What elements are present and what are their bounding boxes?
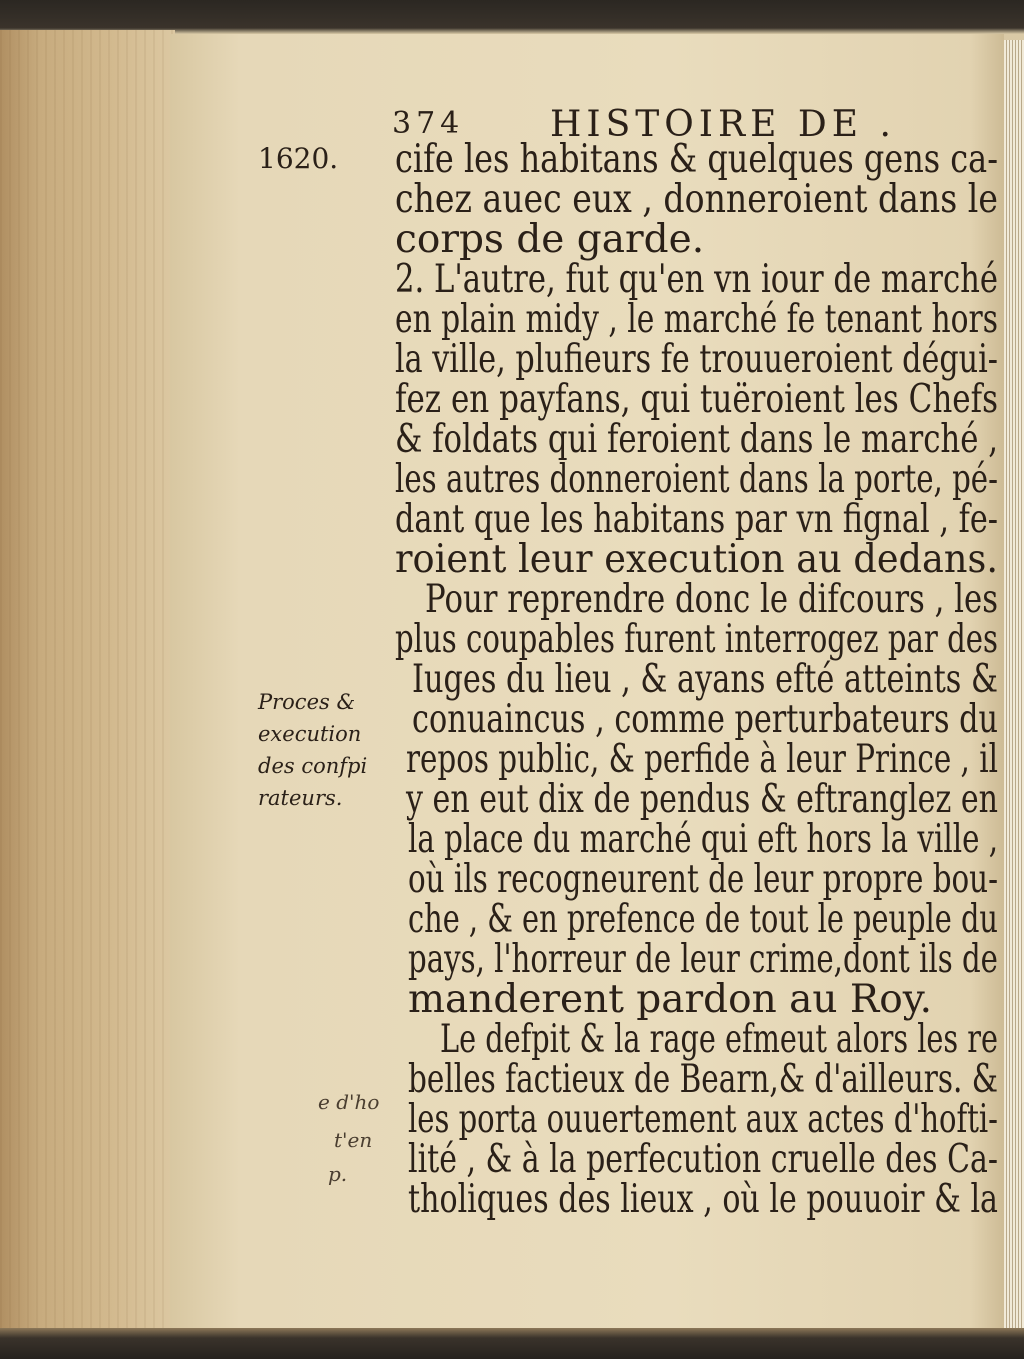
edge-fragment: t'en bbox=[334, 1128, 373, 1152]
body-line: 2. L'autre, fut qu'en vn iour de marché bbox=[395, 257, 999, 302]
body-line: tholiques des lieux , où le pouuoir & la bbox=[408, 1177, 999, 1222]
body-line: pays, l'horreur de leur crime,dont ils de bbox=[408, 937, 998, 982]
body-line: belles factieux de Bearn,& d'ailleurs. & bbox=[408, 1057, 998, 1102]
body-line: lité , & à la perfecution cruelle des Ca- bbox=[408, 1137, 998, 1182]
body-line: où ils recogneurent de leur propre bou- bbox=[408, 857, 999, 902]
body-line: plus coupables furent interrogez par des bbox=[395, 617, 998, 662]
scan-bottom-edge bbox=[0, 1328, 1024, 1359]
body-line: en plain midy , le marché fe tenant hors bbox=[395, 297, 999, 342]
body-line: repos public, & perfide à leur Prince , il bbox=[406, 737, 998, 782]
body-line: chez auec eux , donneroient dans le bbox=[395, 177, 998, 222]
body-line: la place du marché qui eft hors la ville , bbox=[408, 817, 999, 862]
body-line: conuaincus , comme perturbateurs du bbox=[412, 697, 999, 742]
year-marginal-note: 1620. bbox=[258, 142, 339, 175]
body-line: les porta ouuertement aux actes d'hofti- bbox=[408, 1097, 998, 1142]
margin-note-line: rateurs. bbox=[258, 786, 343, 810]
edge-fragment: p. bbox=[328, 1162, 348, 1186]
margin-note-line: execution bbox=[258, 722, 362, 746]
margin-note-line: Proces & bbox=[258, 690, 356, 714]
edge-fragment: e d'ho bbox=[318, 1090, 380, 1114]
body-line: che , & en prefence de tout le peuple du bbox=[408, 897, 999, 942]
body-line: y en eut dix de pendus & eftranglez en bbox=[406, 777, 998, 822]
running-title: HISTOIRE DE . bbox=[550, 104, 896, 145]
body-line: Le defpit & la rage efmeut alors les re bbox=[440, 1017, 999, 1062]
body-line: corps de garde. bbox=[395, 217, 705, 262]
page-edges bbox=[1004, 40, 1024, 1330]
body-line: les autres donneroient dans la porte, pé- bbox=[395, 457, 998, 502]
page-number: 374 bbox=[392, 106, 465, 141]
body-line: Pour reprendre donc le difcours , les bbox=[425, 577, 998, 622]
body-line: Iuges du lieu , & ayans efté atteints & bbox=[412, 657, 999, 702]
body-line: roient leur execution au dedans. bbox=[395, 537, 998, 582]
body-line: & foldats qui feroient dans le marché , bbox=[395, 417, 998, 462]
body-line: la ville, plufieurs fe trouueroient dégui- bbox=[395, 337, 998, 382]
book-binding-gutter bbox=[0, 30, 175, 1330]
body-line: manderent pardon au Roy. bbox=[408, 977, 932, 1022]
margin-note-line: des confpi bbox=[258, 754, 368, 778]
body-line: cife les habitans & quelques gens ca- bbox=[395, 137, 999, 182]
body-line: fez en payfans, qui tuëroient les Chefs bbox=[395, 377, 998, 422]
body-line: dant que les habitans par vn fignal , fe- bbox=[395, 497, 999, 542]
